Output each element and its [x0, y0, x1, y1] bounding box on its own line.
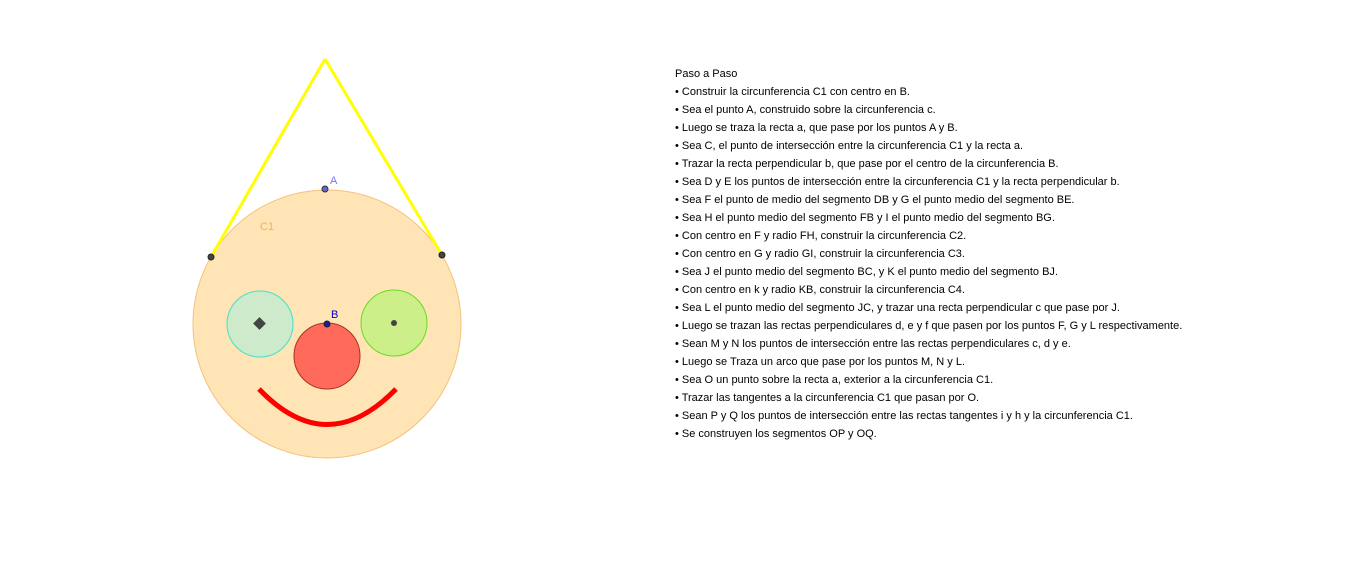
right-eye-point[interactable] — [391, 320, 397, 326]
step-item: • Trazar las tangentes a la circunferencia C1 que pasan por O. — [675, 392, 980, 404]
step-item: • Construir la circunferencia C1 con centro en B. — [675, 86, 910, 98]
step-item: • Luego se Traza un arco que pase por los puntos M, N y L. — [675, 356, 966, 368]
point-p[interactable] — [208, 254, 214, 260]
step-item: • Luego se traza la recta a, que pase por los puntos A y B. — [675, 122, 958, 134]
step-item: • Sea H el punto medio del segmento FB y I el punto medio del segmento BG. — [675, 212, 1055, 224]
step-item: • Sea L el punto medio del segmento JC, y trazar una recta perpendicular c que pase por J. — [675, 302, 1120, 314]
steps-panel — [675, 65, 1335, 443]
step-item: • Luego se trazan las rectas perpendiculares d, e y f que pasen por los puntos F, G y L respectivamente. — [675, 320, 1183, 332]
step-item: • Sea J el punto medio del segmento BC, y K el punto medio del segmento BJ. — [675, 266, 1058, 278]
step-item: • Trazar la recta perpendicular b, que pase por el centro de la circunferencia B. — [675, 158, 1059, 170]
step-item: • Con centro en G y radio GI, construir la circunferencia C3. — [675, 248, 965, 260]
steps-list — [675, 83, 1335, 443]
step-item: • Sean P y Q los puntos de intersección entre las rectas tangentes i y h y la circunferencia C1. — [675, 410, 1133, 422]
step-item: • Sea D y E los puntos de intersección entre la circunferencia C1 y la recta perpendicular b. — [675, 176, 1120, 188]
point-b[interactable] — [324, 321, 330, 327]
step-item: • Con centro en F y radio FH, construir la circunferencia C2. — [675, 230, 967, 242]
nose-circle-c4[interactable] — [294, 323, 360, 389]
step-item: • Se construyen los segmentos OP y OQ. — [675, 428, 877, 440]
step-item: • Con centro en k y radio KB, construir la circunferencia C4. — [675, 284, 965, 296]
step-item: • Sea F el punto de medio del segmento DB y G el punto medio del segmento BE. — [675, 194, 1075, 206]
step-item: • Sea O un punto sobre la recta a, exterior a la circunferencia C1. — [675, 374, 994, 386]
label-c1: C1 — [260, 221, 275, 233]
step-item: • Sea el punto A, construido sobre la circunferencia c. — [675, 104, 936, 116]
step-item: • Sean M y N los puntos de intersección entre las rectas perpendiculares c, d y e. — [675, 338, 1071, 350]
point-a[interactable] — [322, 186, 328, 192]
step-item: • Sea C, el punto de intersección entre la circunferencia C1 y la recta a. — [675, 140, 1024, 152]
label-a: A — [330, 175, 338, 187]
point-q[interactable] — [439, 252, 445, 258]
steps-title: Paso a Paso — [675, 68, 738, 80]
label-b: B — [331, 309, 339, 321]
